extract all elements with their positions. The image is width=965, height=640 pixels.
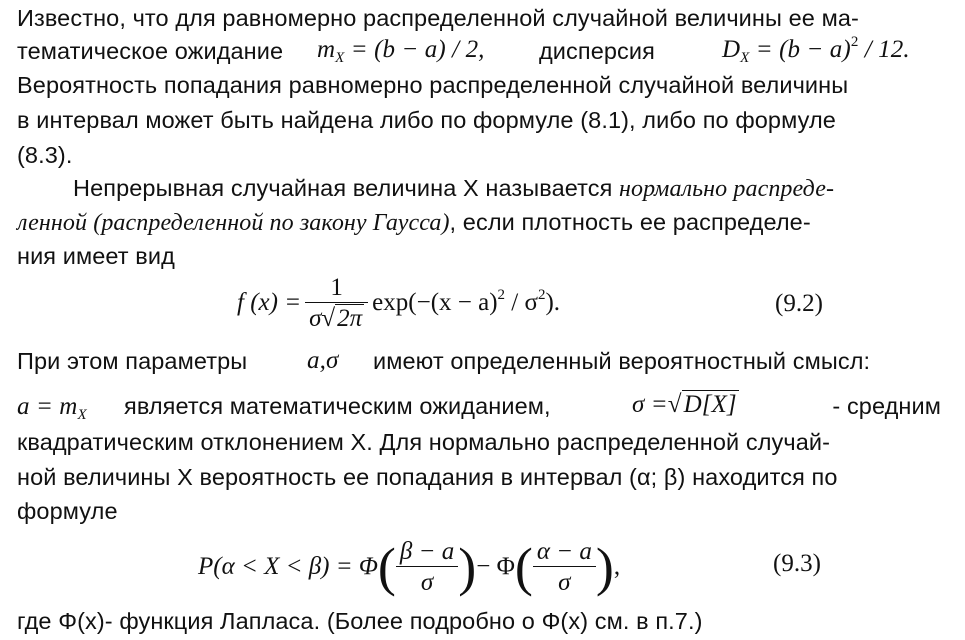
para1-line5: (8.3).	[17, 142, 73, 168]
eq92-fraction: $\frac{1}{\sigma√2\pi}$	[305, 274, 368, 333]
params-a-sigma: a,σ	[307, 347, 339, 374]
para3-line1: При этом параметры a,σ имеют определенный вероятностный смысл:	[17, 345, 941, 377]
para3-line5: формуле	[17, 498, 118, 524]
para1-line1: Известно, что для равномерно распределенной случайной величины ее ма-	[17, 5, 859, 31]
eq93-number: (9.3)	[773, 550, 821, 577]
formula-a-mx: $a = m_X$	[17, 393, 87, 423]
para2-line1: Непрерывная случайная величина X называется нормально распреде-	[73, 175, 835, 202]
para3-line3: квадратическим отклонением X. Для нормально распределенной случай-	[17, 429, 831, 455]
formula-sigma-root: σ =√D[X]	[632, 391, 737, 418]
para3-line2: $a = m_X$ является математическим ожиданием, σ =√D[X] - средним	[17, 391, 941, 423]
footer-line: где Φ(x)- функция Лапласа. (Более подробно о Φ(x) см. в п.7.)	[17, 608, 703, 634]
mx-formula: $m_X = (b - a) / 2$,	[317, 36, 485, 66]
para1-line3: Вероятность попадания равномерно распределенной случайной величины	[17, 72, 849, 98]
dx-formula: $D_X = (b - a)^2 / 12$.	[722, 34, 910, 66]
para3-line4: ной величины X вероятность ее попадания в интервал (α; β) находится по	[17, 464, 838, 490]
term-gauss: ленной (распределенной по закону Гаусса)	[17, 210, 450, 236]
para1-line4: в интервал может быть найдена либо по формуле (8.1), либо по формуле	[17, 107, 836, 133]
para1-line2-prefix: тематическое ожидание	[17, 38, 284, 64]
eq93-fraction-1: $\frac{\beta - a}{\sigma}$	[396, 538, 458, 597]
term-normal: нормально распреде-	[619, 176, 835, 202]
para2-line3: ния имеет вид	[17, 243, 175, 269]
eq92-number: (9.2)	[775, 290, 823, 317]
para1-line2	[17, 35, 941, 67]
para2-line2: ленной (распределенной по закону Гаусса), если плотность ее распределе-	[17, 209, 811, 236]
eq93-fraction-2: $\frac{\alpha - a}{\sigma}$	[533, 538, 596, 597]
equation-9-3: P(α < X < β) = Φ ( $\frac{\beta - a}{\sigma}$ ) − Φ ( $\frac{\alpha - a}{\sigma}$ ) ,	[198, 537, 621, 597]
equation-9-2: f (x) = $\frac{1}{\sigma√2\pi}$ $\exp(-(x - a)^2 / \sigma^2)$.	[237, 273, 561, 332]
para1-line2-dispersion: дисперсия	[539, 38, 655, 64]
